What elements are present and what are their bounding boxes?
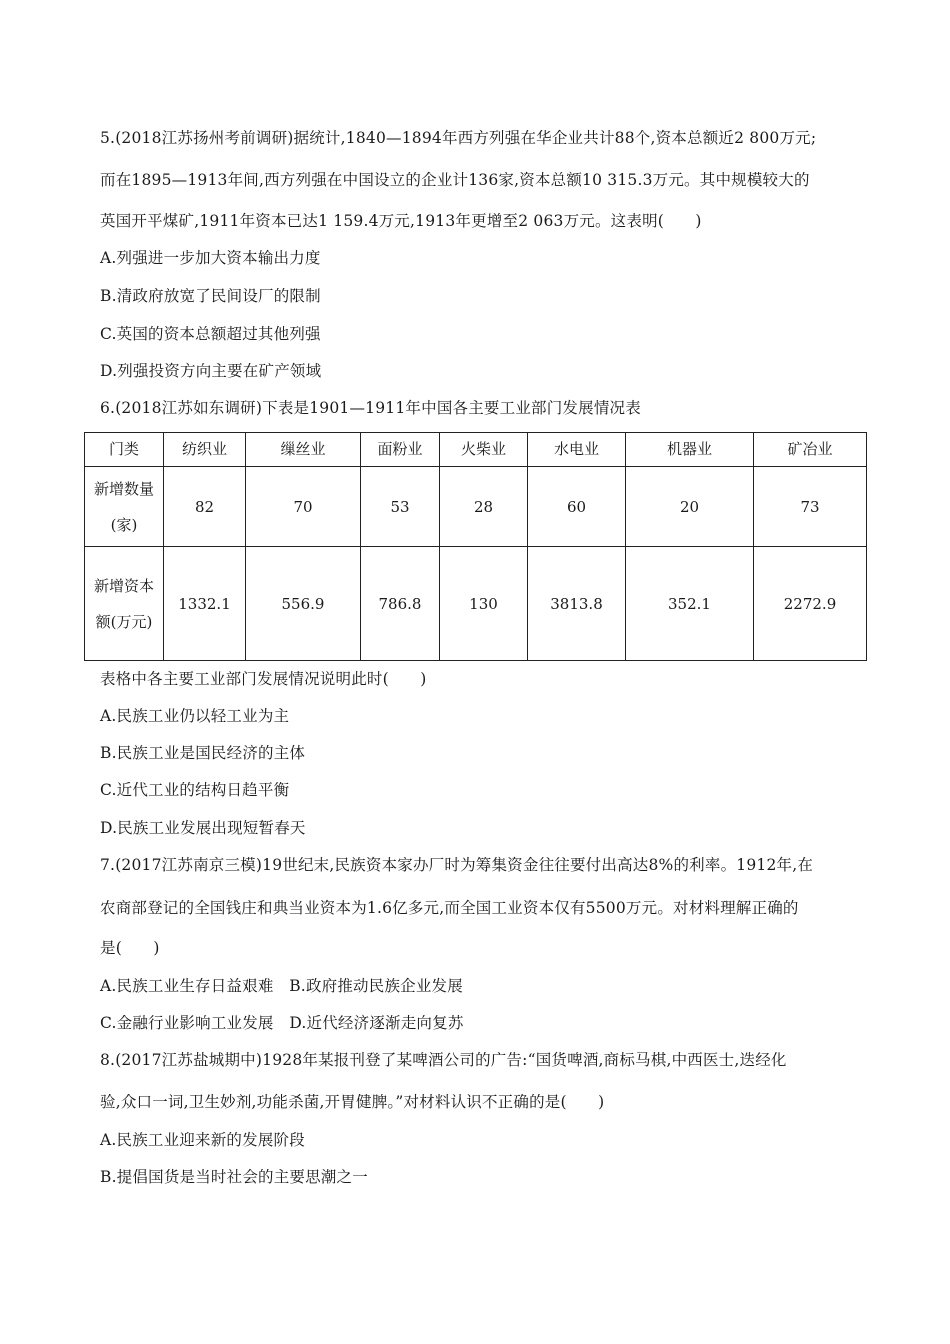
q6-option-d: D.民族工业发展出现短暂春天 [100, 819, 306, 837]
table-cell: 3813.8 [528, 547, 626, 661]
q5-option-b: B.清政府放宽了民间设厂的限制 [100, 287, 321, 305]
table-header-cell: 矿冶业 [754, 433, 867, 467]
q8-stem-line1: 8.(2017江苏盐城期中)1928年某报刊登了某啤酒公司的广告:“国货啤酒,商标马棋,中西医士,迭经化 [100, 1051, 787, 1069]
table-header-cell: 纺织业 [164, 433, 246, 467]
q8-option-b: B.提倡国货是当时社会的主要思潮之一 [100, 1168, 368, 1186]
q7-stem-line1: 7.(2017江苏南京三模)19世纪末,民族资本家办厂时为筹集资金往往要付出高达8%的利率。1912年,在 [100, 856, 814, 874]
table-header-row [85, 433, 867, 467]
q7-options-ab: A.民族工业生存日益艰难 B.政府推动民族企业发展 [100, 977, 463, 995]
table-header-cell: 水电业 [528, 433, 626, 467]
table-header-cell: 面粉业 [361, 433, 440, 467]
table-row-label: 新增数量(家) [85, 467, 164, 547]
q8-option-a: A.民族工业迎来新的发展阶段 [100, 1131, 305, 1149]
table-row-label: 新增资本额(万元) [85, 547, 164, 661]
q5-option-d: D.列强投资方向主要在矿产领域 [100, 362, 322, 380]
q6-option-b: B.民族工业是国民经济的主体 [100, 744, 306, 762]
table-header-cell: 机器业 [626, 433, 754, 467]
industry-table [84, 432, 867, 661]
table-cell: 130 [440, 547, 528, 661]
q5-option-a: A.列强进一步加大资本输出力度 [100, 249, 321, 267]
table-cell: 28 [440, 467, 528, 547]
q6-question: 表格中各主要工业部门发展情况说明此时( ) [100, 670, 427, 688]
table-cell: 786.8 [361, 547, 440, 661]
table-header-cell: 门类 [85, 433, 164, 467]
q6-stem: 6.(2018江苏如东调研)下表是1901—1911年中国各主要工业部门发展情况表 [100, 399, 641, 417]
q6-option-a: A.民族工业仍以轻工业为主 [100, 707, 290, 725]
q5-option-c: C.英国的资本总额超过其他列强 [100, 325, 321, 343]
table-cell: 1332.1 [164, 547, 246, 661]
q5-stem-line2: 而在1895—1913年间,西方列强在中国设立的企业计136家,资本总额10 315.3万元。其中规模较大的 [100, 171, 810, 189]
table-cell: 82 [164, 467, 246, 547]
table-cell: 352.1 [626, 547, 754, 661]
q5-stem-line1: 5.(2018江苏扬州考前调研)据统计,1840—1894年西方列强在华企业共计88个,资本总额近2 800万元; [100, 129, 817, 147]
table-cell: 73 [754, 467, 867, 547]
table-cell: 70 [246, 467, 361, 547]
table-header-cell: 缫丝业 [246, 433, 361, 467]
q7-options-cd: C.金融行业影响工业发展 D.近代经济逐渐走向复苏 [100, 1014, 464, 1032]
q6-option-c: C.近代工业的结构日趋平衡 [100, 781, 290, 799]
q8-stem-line2: 验,众口一词,卫生妙剂,功能杀菌,开胃健脾。”对材料认识不正确的是( ) [100, 1093, 605, 1111]
table-cell: 53 [361, 467, 440, 547]
table-row [85, 467, 867, 547]
table-cell: 20 [626, 467, 754, 547]
q7-stem-line2: 农商部登记的全国钱庄和典当业资本为1.6亿多元,而全国工业资本仅有5500万元。对材料理解正确的 [100, 899, 799, 917]
table-header-cell: 火柴业 [440, 433, 528, 467]
table-cell: 60 [528, 467, 626, 547]
table-cell: 2272.9 [754, 547, 867, 661]
table-row [85, 547, 867, 661]
q7-stem-line3: 是( ) [100, 939, 160, 957]
q5-stem-line3: 英国开平煤矿,1911年资本已达1 159.4万元,1913年更增至2 063万元。这表明( ) [100, 212, 702, 230]
table-cell: 556.9 [246, 547, 361, 661]
